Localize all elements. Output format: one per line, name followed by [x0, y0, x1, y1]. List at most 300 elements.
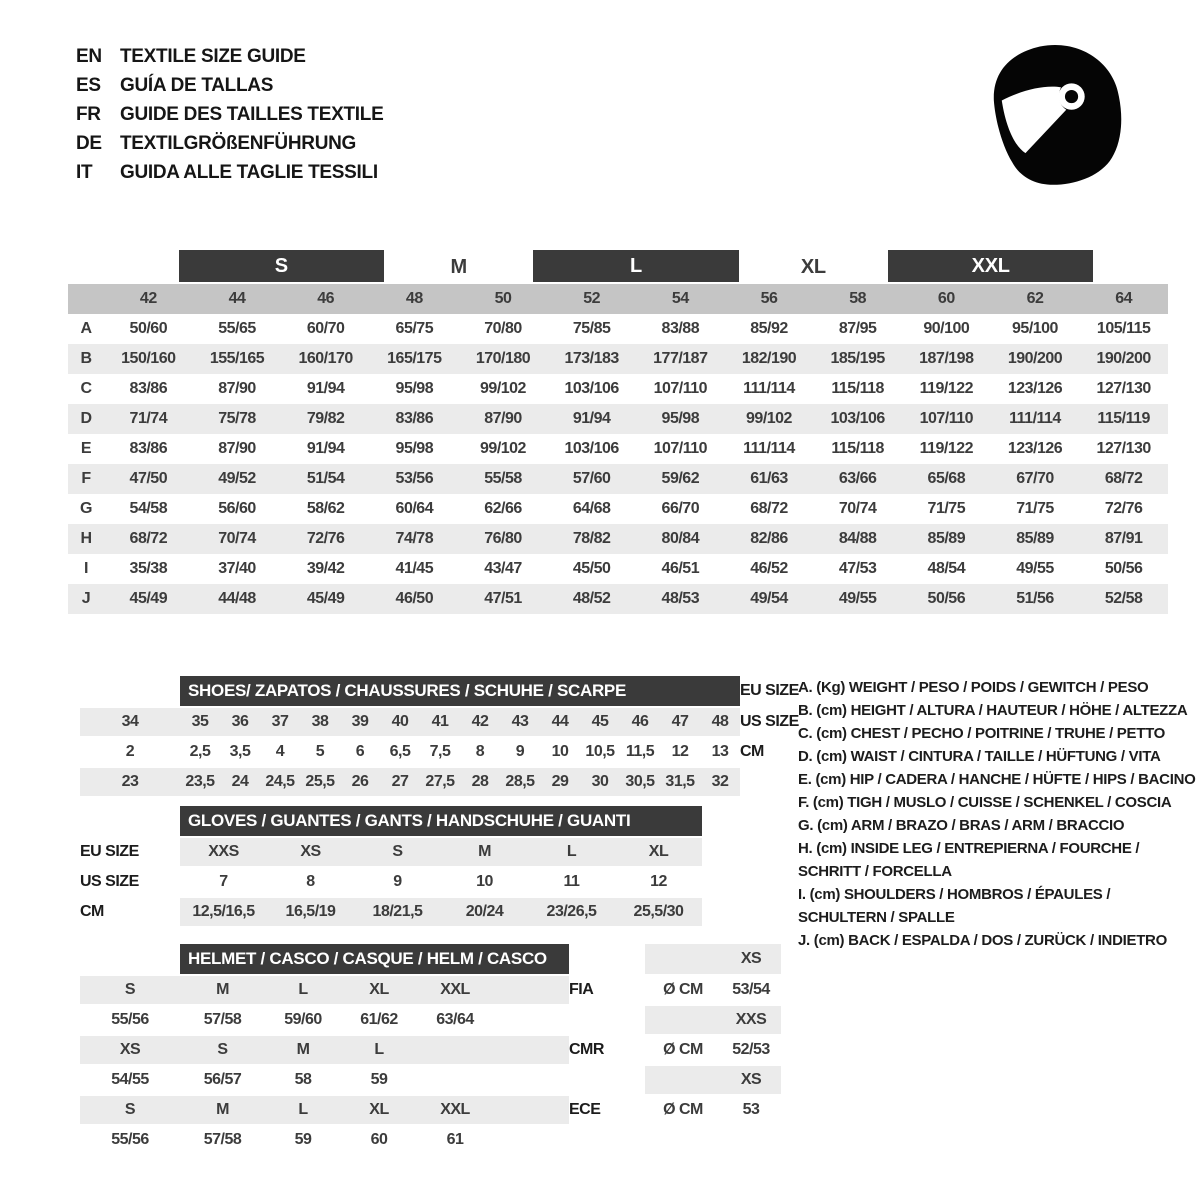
- helmet-size-cell: M: [180, 976, 265, 1004]
- table-cell: 39/42: [306, 560, 345, 577]
- guide-title: GUIDA ALLE TAGLIE TESSILI: [120, 161, 378, 183]
- size-number: 46: [317, 290, 335, 307]
- helmet-size-cell: M: [180, 1096, 265, 1124]
- row-label: G: [80, 500, 92, 517]
- guide-title: TEXTILGRÖßENFÜHRUNG: [120, 132, 357, 154]
- helmet-size-cell: L: [265, 976, 341, 1004]
- table-cell: 60/64: [395, 500, 434, 517]
- table-cell: 48: [700, 708, 740, 736]
- guide-title: TEXTILE SIZE GUIDE: [120, 45, 306, 67]
- table-cell: 79/82: [306, 410, 345, 427]
- side-label: ECE: [569, 1101, 601, 1118]
- table-row: [68, 464, 1168, 494]
- table-cell: 24: [220, 768, 260, 796]
- helmet-size-cell: XXS: [721, 1006, 781, 1034]
- legend-item: J. (cm) BACK / ESPALDA / DOS / ZURÜCK / INDIETRO: [798, 932, 1167, 949]
- side-label: US SIZE: [80, 873, 139, 890]
- unit-cell: Ø CM: [663, 1041, 703, 1058]
- size-number: 58: [849, 290, 867, 307]
- table-cell: 123/126: [1007, 380, 1063, 397]
- legend-item: F. (cm) TIGH / MUSLO / CUISSE / SCHENKEL / COSCIA: [798, 794, 1172, 811]
- table-row: [68, 434, 1168, 464]
- table-cell: 87/90: [484, 410, 522, 427]
- table-cell: 47/53: [838, 560, 877, 577]
- row-label: J: [81, 590, 91, 607]
- table-cell: 50/56: [1104, 560, 1143, 577]
- table-cell: 80/84: [661, 530, 700, 547]
- table-cell: 123/126: [1007, 440, 1063, 457]
- table-cell: 47: [660, 708, 700, 736]
- table-cell: 87/90: [218, 440, 256, 457]
- size-number: 62: [1026, 290, 1044, 307]
- table-cell: 39: [340, 708, 380, 736]
- table-cell: 46/52: [750, 560, 788, 577]
- table-cell: 48/52: [572, 590, 611, 607]
- table-cell: 127/130: [1096, 440, 1151, 457]
- table-cell: 54/55: [111, 1071, 149, 1088]
- row-label: I: [84, 560, 88, 577]
- size-number: 60: [937, 290, 955, 307]
- table-cell: [645, 944, 721, 974]
- table-cell: 107/110: [919, 410, 974, 427]
- table-cell: 6: [355, 743, 365, 760]
- helmet-size-cell: XS: [721, 1066, 781, 1094]
- table-cell: [493, 1126, 569, 1154]
- helmet-size-cell: [417, 1036, 493, 1064]
- table-cell: 42: [460, 708, 500, 736]
- table-cell: 185/195: [830, 350, 885, 367]
- table-cell: 26: [340, 768, 380, 796]
- table-cell: 190/200: [1096, 350, 1151, 367]
- table-cell: 68/72: [1104, 470, 1143, 487]
- table-cell: 95/98: [661, 410, 700, 427]
- table-cell: 55/56: [111, 1011, 149, 1028]
- table-cell: 48/54: [927, 560, 966, 577]
- guide-title: GUÍA DE TALLAS: [120, 74, 274, 96]
- table-cell: 46/50: [395, 590, 434, 607]
- table-cell: 45: [580, 708, 620, 736]
- table-cell: 107/110: [653, 380, 708, 397]
- table-cell: 56/60: [218, 500, 256, 517]
- table-cell: 91/94: [306, 440, 345, 457]
- table-cell: XL: [615, 838, 702, 866]
- table-cell: 62/66: [484, 500, 522, 517]
- table-cell: 25,5: [300, 768, 340, 796]
- side-label: EU SIZE: [740, 682, 799, 699]
- table-cell: 59/60: [284, 1011, 322, 1028]
- table-cell: 190/200: [1007, 350, 1063, 367]
- table-cell: 60: [370, 1131, 388, 1148]
- table-cell: 68/72: [129, 530, 168, 547]
- row-label: F: [81, 470, 91, 487]
- table-cell: 35: [180, 708, 220, 736]
- size-letter-row: [68, 250, 1168, 284]
- table-cell: 71/75: [927, 500, 966, 517]
- legend-item: G. (cm) ARM / BRAZO / BRAS / ARM / BRACCIO: [798, 817, 1125, 834]
- side-label: [569, 1006, 645, 1034]
- table-cell: 46: [620, 708, 660, 736]
- table-cell: 182/190: [741, 350, 797, 367]
- table-cell: 45/49: [306, 590, 345, 607]
- side-label: CM: [80, 903, 104, 920]
- table-cell: 10,5: [585, 743, 615, 760]
- guide-title: GUIDE DES TAILLES TEXTILE: [120, 103, 384, 125]
- table-cell: L: [528, 838, 615, 866]
- table-cell: 11: [563, 873, 580, 890]
- table-cell: 67/70: [1016, 470, 1054, 487]
- table-cell: 52/58: [1104, 590, 1143, 607]
- table-cell: 49/54: [750, 590, 788, 607]
- table-cell: 49/52: [218, 470, 256, 487]
- language-header: [76, 42, 383, 187]
- table-cell: [417, 1066, 493, 1094]
- table-cell: 58/62: [306, 500, 345, 517]
- table-cell: 58: [294, 1071, 312, 1088]
- table-cell: 170/180: [475, 350, 531, 367]
- legend-item: C. (cm) CHEST / PECHO / POITRINE / TRUHE / PETTO: [798, 725, 1166, 742]
- size-number: 42: [139, 290, 157, 307]
- table-cell: 68/72: [750, 500, 788, 517]
- table-row: [68, 524, 1168, 554]
- table-cell: 34: [80, 708, 180, 736]
- row-label: [68, 284, 104, 314]
- table-cell: 27,5: [420, 768, 460, 796]
- table-row: [68, 494, 1168, 524]
- table-cell: 65/75: [395, 320, 434, 337]
- table-cell: 37: [260, 708, 300, 736]
- table-cell: 78/82: [572, 530, 611, 547]
- table-cell: 49/55: [838, 590, 877, 607]
- table-row: [68, 584, 1168, 614]
- table-cell: 2: [125, 743, 135, 760]
- table-cell: 24,5: [260, 768, 300, 796]
- table-cell: 177/187: [653, 350, 708, 367]
- table-cell: 3,5: [229, 743, 251, 760]
- table-cell: 119/122: [919, 380, 974, 397]
- helmet-size-cell: XXL: [417, 976, 493, 1004]
- table-cell: 53: [742, 1101, 760, 1118]
- table-cell: 51/54: [306, 470, 345, 487]
- table-cell: 95/100: [1012, 320, 1058, 337]
- table-cell: 82/86: [750, 530, 788, 547]
- table-cell: M: [441, 838, 528, 866]
- table-cell: 2,5: [189, 743, 211, 760]
- table-cell: 53/56: [395, 470, 434, 487]
- table-cell: 150/160: [121, 350, 176, 367]
- table-cell: 43/47: [484, 560, 522, 577]
- size-letter: XXL: [888, 250, 1093, 282]
- table-cell: 38: [300, 708, 340, 736]
- table-cell: 11,5: [625, 743, 655, 760]
- helmet-size-cell: M: [265, 1036, 341, 1064]
- table-cell: 41/45: [395, 560, 434, 577]
- table-cell: 103/106: [564, 440, 619, 457]
- table-cell: [493, 1066, 569, 1094]
- table-cell: [493, 1036, 569, 1064]
- table-cell: 50/56: [927, 590, 966, 607]
- table-cell: 84/88: [838, 530, 877, 547]
- table-cell: 20/24: [441, 898, 528, 926]
- table-cell: 65/68: [927, 470, 966, 487]
- section-title: HELMET / CASCO / CASQUE / HELM / CASCO: [180, 944, 569, 974]
- table-cell: 71/74: [129, 410, 168, 427]
- table-cell: 91/94: [572, 410, 611, 427]
- size-letter: XL: [800, 255, 826, 278]
- table-cell: 40: [380, 708, 420, 736]
- table-cell: 8: [475, 743, 485, 760]
- language-code: EN: [76, 45, 102, 67]
- helmet-size-cell: XXL: [417, 1096, 493, 1124]
- table-cell: 83/88: [661, 320, 700, 337]
- table-cell: 25,5/30: [615, 898, 702, 926]
- table-cell: 63/64: [436, 1011, 474, 1028]
- row-label: B: [80, 350, 92, 367]
- table-cell: 111/114: [1009, 410, 1061, 427]
- table-cell: 85/92: [750, 320, 788, 337]
- table-cell: XS: [267, 838, 354, 866]
- table-cell: 50/60: [129, 320, 168, 337]
- table-cell: 61: [446, 1131, 464, 1148]
- table-cell: 87/91: [1104, 530, 1143, 547]
- table-cell: 46/51: [661, 560, 700, 577]
- helmet-size-table: [80, 944, 781, 1154]
- table-cell: 47/51: [484, 590, 522, 607]
- helmet-size-cell: XL: [341, 1096, 417, 1124]
- language-row: [76, 42, 383, 71]
- table-cell: 10: [476, 873, 493, 890]
- table-cell: [493, 1096, 569, 1124]
- racing-helmet-icon: [982, 30, 1140, 200]
- table-cell: 41: [420, 708, 460, 736]
- table-cell: 57/58: [203, 1131, 242, 1148]
- helmet-size-cell: XS: [721, 944, 781, 974]
- table-cell: [645, 1006, 721, 1034]
- table-cell: 5: [315, 743, 325, 760]
- table-cell: 35/38: [129, 560, 168, 577]
- table-cell: [493, 1006, 569, 1034]
- legend-item: A. (Kg) WEIGHT / PESO / POIDS / GEWITCH / PESO: [798, 679, 1149, 696]
- size-number: 56: [760, 290, 778, 307]
- language-code: FR: [76, 103, 101, 125]
- table-cell: 53/54: [732, 981, 770, 998]
- table-cell: 55/65: [218, 320, 256, 337]
- table-cell: 57/58: [203, 1011, 242, 1028]
- table-cell: 30: [580, 768, 620, 796]
- table-cell: 12: [671, 743, 689, 760]
- table-cell: XXS: [180, 838, 267, 866]
- table-cell: 54/58: [129, 500, 168, 517]
- table-cell: 6,5: [389, 743, 411, 760]
- table-cell: 59: [294, 1131, 312, 1148]
- section-title: GLOVES / GUANTES / GANTS / HANDSCHUHE / GUANTI: [180, 806, 702, 836]
- table-cell: 55/58: [484, 470, 522, 487]
- legend-item: D. (cm) WAIST / CINTURA / TAILLE / HÜFTUNG / VITA: [798, 748, 1161, 765]
- table-cell: 64/68: [572, 500, 611, 517]
- table-cell: 103/106: [830, 410, 885, 427]
- table-cell: 61/62: [360, 1011, 398, 1028]
- table-cell: 36: [220, 708, 260, 736]
- table-cell: 99/102: [746, 410, 792, 427]
- table-cell: 71/75: [1016, 500, 1054, 517]
- legend-item: B. (cm) HEIGHT / ALTURA / HAUTEUR / HÖHE / ALTEZZA: [798, 702, 1188, 719]
- row-label: H: [80, 530, 92, 547]
- helmet-size-cell: L: [341, 1036, 417, 1064]
- table-cell: 99/102: [480, 380, 526, 397]
- size-number-row: [68, 284, 1168, 314]
- table-cell: 119/122: [919, 440, 974, 457]
- size-number: 44: [228, 290, 246, 307]
- row-label: C: [80, 380, 92, 397]
- table-cell: 12: [650, 873, 667, 890]
- table-cell: 28,5: [500, 768, 540, 796]
- table-cell: 45/50: [572, 560, 611, 577]
- table-cell: 75/85: [572, 320, 611, 337]
- table-cell: 43: [500, 708, 540, 736]
- language-code: DE: [76, 132, 102, 154]
- table-row: [68, 374, 1168, 404]
- table-cell: [493, 976, 569, 1004]
- side-label: EU SIZE: [80, 843, 139, 860]
- table-cell: 85/89: [927, 530, 966, 547]
- table-row: [68, 404, 1168, 434]
- table-cell: 95/98: [395, 380, 434, 397]
- helmet-size-cell: XL: [341, 976, 417, 1004]
- table-cell: 66/70: [661, 500, 700, 517]
- side-label: [569, 944, 645, 974]
- table-cell: 57/60: [572, 470, 611, 487]
- table-cell: 115/118: [831, 380, 884, 397]
- side-label: CM: [740, 743, 764, 760]
- table-cell: 115/119: [1097, 410, 1150, 427]
- table-cell: 111/114: [743, 380, 795, 397]
- size-number: 54: [671, 290, 689, 307]
- size-letter: M: [450, 255, 467, 278]
- table-row: [68, 344, 1168, 374]
- table-cell: 70/74: [218, 530, 256, 547]
- unit-cell: Ø CM: [663, 981, 703, 998]
- table-cell: 9: [515, 743, 525, 760]
- size-number: 64: [1115, 290, 1133, 307]
- table-cell: 30,5: [620, 768, 660, 796]
- table-cell: 29: [540, 768, 580, 796]
- table-cell: 83/86: [129, 380, 168, 397]
- table-cell: 10: [551, 743, 569, 760]
- unit-cell: Ø CM: [663, 1101, 703, 1118]
- size-number: 48: [405, 290, 423, 307]
- table-cell: 44/48: [218, 590, 256, 607]
- helmet-size-cell: L: [265, 1096, 341, 1124]
- table-cell: 18/21,5: [354, 898, 441, 926]
- table-cell: 56/57: [203, 1071, 242, 1088]
- table-cell: 95/98: [395, 440, 434, 457]
- table-cell: 23: [80, 768, 180, 796]
- table-cell: 55/56: [111, 1131, 149, 1148]
- table-cell: 83/86: [395, 410, 434, 427]
- table-cell: 72/76: [306, 530, 345, 547]
- table-cell: 44: [540, 708, 580, 736]
- side-label: US SIZE: [740, 713, 799, 730]
- table-cell: 52/53: [732, 1041, 770, 1058]
- table-cell: 90/100: [923, 320, 970, 337]
- table-cell: 49/55: [1016, 560, 1054, 577]
- helmet-size-cell: S: [80, 976, 180, 1004]
- helmet-size-cell: S: [180, 1036, 265, 1064]
- row-label: D: [80, 410, 92, 427]
- language-code: IT: [76, 161, 93, 183]
- table-cell: 13: [711, 743, 729, 760]
- table-cell: 85/89: [1016, 530, 1054, 547]
- row-label: A: [80, 320, 92, 337]
- table-cell: 7,5: [429, 743, 451, 760]
- size-number: 50: [494, 290, 512, 307]
- table-cell: 60/70: [306, 320, 345, 337]
- table-cell: 61/63: [750, 470, 788, 487]
- section-title: SHOES/ ZAPATOS / CHAUSSURES / SCHUHE / SCARPE: [180, 676, 740, 706]
- table-cell: 59: [370, 1071, 388, 1088]
- table-cell: 16,5/19: [267, 898, 354, 926]
- table-cell: 155/165: [209, 350, 265, 367]
- table-cell: 59/62: [661, 470, 700, 487]
- side-label: [569, 1066, 645, 1094]
- side-label: FIA: [569, 981, 594, 998]
- table-cell: 4: [275, 743, 285, 760]
- table-row: [68, 314, 1168, 344]
- table-cell: 32: [700, 768, 740, 796]
- size-number: 52: [583, 290, 601, 307]
- language-code: ES: [76, 74, 101, 96]
- table-cell: 8: [306, 873, 315, 890]
- row-label: E: [80, 440, 92, 457]
- table-cell: 45/49: [129, 590, 168, 607]
- table-cell: 99/102: [480, 440, 526, 457]
- table-cell: 105/115: [1096, 320, 1151, 337]
- table-cell: 76/80: [484, 530, 522, 547]
- table-cell: 91/94: [306, 380, 345, 397]
- legend-item: E. (cm) HIP / CADERA / HANCHE / HÜFTE / HIPS / BACINO: [798, 771, 1196, 788]
- table-cell: 75/78: [218, 410, 256, 427]
- table-cell: 37/40: [218, 560, 256, 577]
- apparel-size-table: [68, 250, 1168, 614]
- table-cell: 87/90: [218, 380, 256, 397]
- table-cell: 12,5/16,5: [180, 898, 267, 926]
- table-cell: 72/76: [1104, 500, 1143, 517]
- table-cell: 31,5: [660, 768, 700, 796]
- gloves-size-table: [80, 806, 702, 926]
- table-cell: [645, 1066, 721, 1094]
- table-cell: 28: [460, 768, 500, 796]
- table-cell: 63/66: [838, 470, 877, 487]
- table-cell: 70/74: [838, 500, 877, 517]
- side-label: CMR: [569, 1041, 604, 1058]
- table-cell: 187/198: [919, 350, 974, 367]
- table-cell: 173/183: [564, 350, 619, 367]
- table-cell: 127/130: [1096, 380, 1151, 397]
- table-row: [68, 554, 1168, 584]
- table-cell: 74/78: [395, 530, 434, 547]
- table-cell: 47/50: [129, 470, 168, 487]
- table-cell: 23,5: [180, 768, 220, 796]
- table-cell: 107/110: [653, 440, 708, 457]
- size-letter: L: [533, 250, 738, 282]
- table-cell: 165/175: [387, 350, 442, 367]
- measurement-legend: [798, 676, 1198, 952]
- table-cell: 70/80: [484, 320, 522, 337]
- legend-item: H. (cm) INSIDE LEG / ENTREPIERNA / FOURCHE / SCHRITT / FORCELLA: [798, 840, 1140, 880]
- shoes-size-table: [80, 676, 799, 796]
- table-cell: 87/95: [838, 320, 877, 337]
- table-cell: 115/118: [831, 440, 884, 457]
- table-cell: 27: [380, 768, 420, 796]
